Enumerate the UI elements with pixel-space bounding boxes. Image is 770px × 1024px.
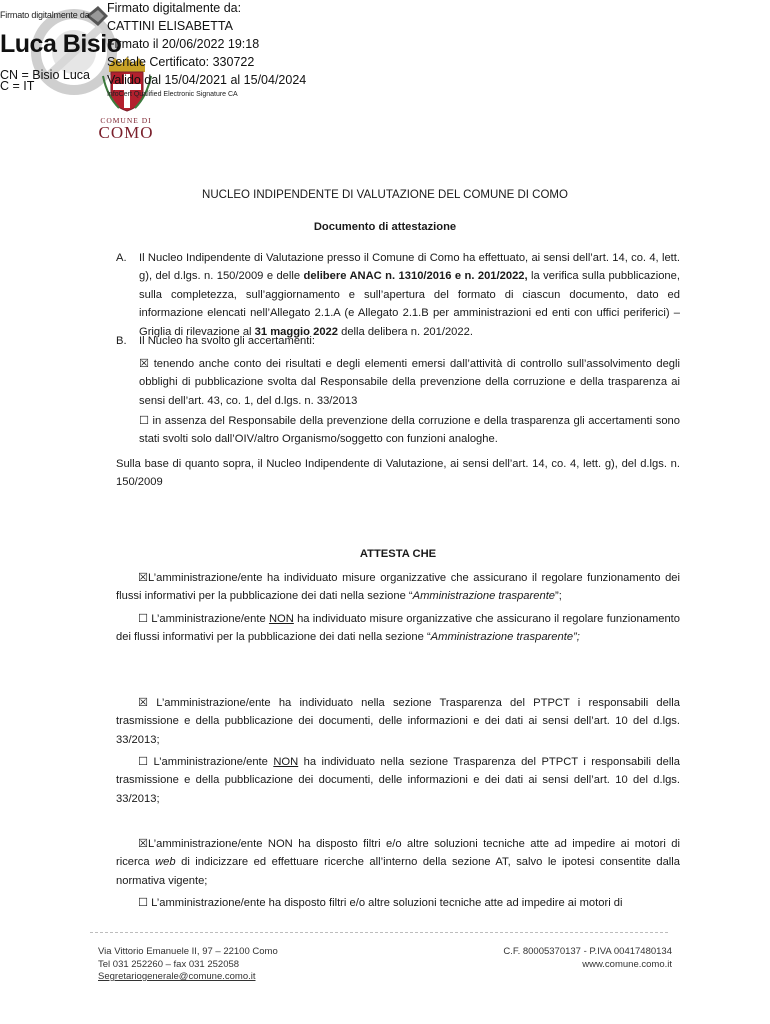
statement-1-negation: NON <box>268 613 294 625</box>
statement-3-unchecked <box>116 894 680 912</box>
document-subheading: Documento di attestazione <box>313 221 457 233</box>
item-b-option-1-text: tenendo anche conto dei risultati e degli elementi emersi dall’attività di controllo sull’assolvimento degli obblighi di pubblicazione svolta dal Responsabile della prevenzione della corruzione e della trasparenza ai sensi dell’art. 43, co. 1, del d.lgs. n. 33/2013 <box>139 358 680 407</box>
signature-line-4: Seriale Certificato: 330722 <box>107 55 255 69</box>
attesta-heading: ATTESTA CHE <box>359 548 437 560</box>
statement-1-unchecked-text: ha individuato misure organizzative che assicurano il regolare funzionamento dei flussi informativi per la pubblicazione dei dati nella sezione “ <box>116 613 680 644</box>
item-b-option-2 <box>139 412 680 449</box>
footer-website-link[interactable]: www.comune.como.it <box>582 958 672 970</box>
item-b-option-1 <box>139 355 680 410</box>
signature-line-3: Firmato il 20/06/2022 19:18 <box>107 37 260 51</box>
statement-1-unchecked-italic: Amministrazione trasparente”; <box>430 631 580 644</box>
document-heading: NUCLEO INDIPENDENTE DI VALUTAZIONE DEL COMUNE DI COMO <box>202 189 568 201</box>
signature-name: Luca Bisio <box>0 30 122 58</box>
checkbox-checked-icon: ☒ <box>138 572 149 584</box>
statement-1-checked <box>116 569 680 606</box>
basis-paragraph: Sulla base di quanto sopra, il Nucleo Indipendente di Valutazione, ai sensi dell’art. 14, co. 4, lett. g), del d.lgs. n. 150/2009 <box>116 458 680 489</box>
statement-2-unchecked <box>116 753 680 808</box>
checkbox-checked-icon: ☒ <box>139 358 150 370</box>
statement-2-unchecked-text: ha individuato nella sezione Trasparenza del PTPCT i responsabili della trasmissione e della pubblicazione dei documenti, delle informazioni e dei dati ai sensi dell’art. 10 del d.lgs. 33/2013; <box>116 756 681 805</box>
checkbox-checked-icon: ☒ <box>138 838 149 850</box>
item-a-part-2: la verifica sulla pubblicazione, sulla completezza, sull’aggiornamento e sull’apertura del formato di ciascun documento, dato ed informazione elencati nell’Allegato 2.1.A (e Allegato 2.1.B per amministrazioni ed enti con uffici periferici) – Griglia di rilevazione al <box>139 270 680 338</box>
statement-2-checked <box>116 694 680 749</box>
checkbox-empty-icon: ☐ <box>139 415 150 427</box>
footer-divider <box>90 932 668 933</box>
comune-logo-text <box>90 116 162 141</box>
statement-3-checked <box>116 835 680 890</box>
footer-email-link[interactable]: Segretariogenerale@comune.como.it <box>98 971 256 982</box>
logo-line-2: COMO <box>98 123 154 142</box>
checkbox-empty-icon: ☐ <box>138 613 149 625</box>
signature-ca: InfoCert Qualified Electronic Signature CA <box>107 91 238 98</box>
item-a-bold-2: 31 maggio 2022 <box>254 325 338 338</box>
statement-2-unchecked-pre: L’amministrazione/ente <box>153 756 274 768</box>
signature-cn: CN = Bisio Luca <box>0 68 90 82</box>
item-b-text: Il Nucleo ha svolto gli accertamenti: <box>139 335 315 347</box>
statement-3-checked-text-2: di indicizzare ed effettuare ricerche all’interno della sezione AT, salvo le ipotesi consentite dalla normativa vigente; <box>116 856 680 887</box>
statement-3-checked-text-1: L’amministrazione/ente NON ha disposto filtri e/o altre soluzioni tecniche atte ad impedire ai motori di ricerca <box>116 838 680 869</box>
footer-phone: Tel 031 252260 – fax 031 252058 <box>98 958 240 970</box>
item-b-marker: B. <box>116 335 127 347</box>
statement-1-unchecked <box>116 610 680 647</box>
statement-3-checked-italic: web <box>155 856 176 869</box>
statement-1-checked-text: L’amministrazione/ente ha individuato misure organizzative che assicurano il regolare funzionamento dei flussi informativi per la pubblicazione dei dati nella sezione “ <box>116 572 680 603</box>
checkbox-empty-icon: ☐ <box>138 897 149 909</box>
signature-line-1: Firmato digitalmente da: <box>107 1 242 15</box>
statement-2-checked-text: L’amministrazione/ente ha individuato nella sezione Trasparenza del PTPCT i responsabili della trasmissione e della pubblicazione dei documenti, delle informazioni e dei dati ai sensi dell’art. 10 del d.lgs. 33/2013; <box>116 697 680 746</box>
item-a-text <box>139 249 680 341</box>
statement-1-checked-italic: Amministrazione trasparente <box>412 590 556 603</box>
statement-3-unchecked-text: L’amministrazione/ente ha disposto filtri e/o altre soluzioni tecniche atte ad impedire ai motori di <box>151 897 623 909</box>
checkbox-empty-icon: ☐ <box>138 756 149 768</box>
footer-tax-codes: C.F. 80005370137 - P.IVA 00417480134 <box>503 946 672 957</box>
signature-details <box>107 0 306 98</box>
statement-1-checked-end: ”; <box>555 590 562 603</box>
signature-watermark-text: Firmato digitalmente da <box>0 10 90 20</box>
item-a-part-1: Il Nucleo Indipendente di Valutazione presso il Comune di Como ha effettuato, ai sensi dell’art. 14, co. 4, lett. g), del d.lgs. n. 150/2009 e delle <box>139 252 680 283</box>
item-a-part-3: della delibera n. 201/2022. <box>337 325 473 338</box>
item-b-option-2-text: in assenza del Responsabile della prevenzione della corruzione e della trasparenza gli accertamenti sono stati svolti solo dall’OIV/altro Organismo/soggetto con funzioni analoghe. <box>139 415 680 446</box>
signature-country: C = IT <box>0 79 35 93</box>
signature-line-2: CATTINI ELISABETTA <box>107 19 233 33</box>
statement-2-negation: NON <box>273 756 299 768</box>
logo-line-1: COMUNE DI <box>100 116 152 125</box>
footer-address: Via Vittorio Emanuele II, 97 – 22100 Como <box>98 946 278 957</box>
item-a-marker: A. <box>116 252 127 264</box>
item-a-bold-1: delibere ANAC n. 1310/2016 e n. 201/2022, <box>303 270 528 283</box>
signature-line-5: Valido dal 15/04/2021 al 15/04/2024 <box>107 73 307 87</box>
footer-right <box>440 946 672 971</box>
statement-1-unchecked-pre: L’amministrazione/ente <box>151 613 269 625</box>
footer-left <box>98 946 278 984</box>
checkbox-checked-icon: ☒ <box>138 697 149 709</box>
